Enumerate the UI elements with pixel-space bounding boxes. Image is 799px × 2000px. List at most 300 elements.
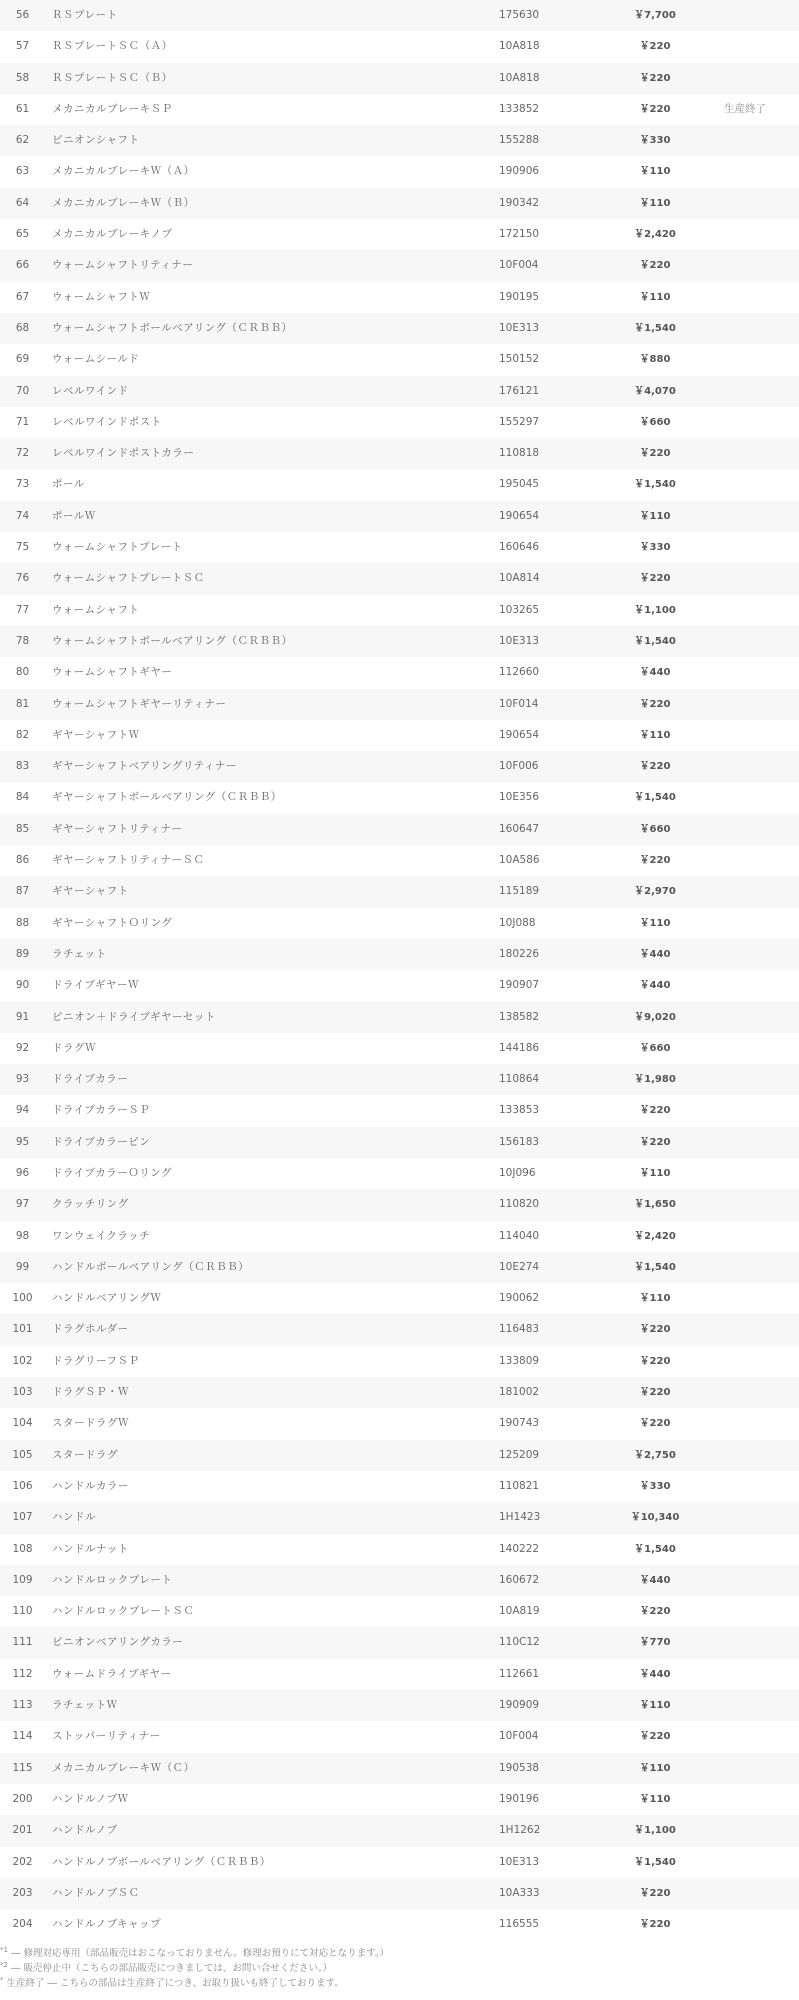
- part-number: 87: [15, 885, 30, 898]
- part-number: 201: [12, 1824, 33, 1837]
- part-number: 114: [12, 1730, 33, 1743]
- part-number: 63: [15, 165, 30, 178]
- part-price: ￥1,540: [634, 322, 676, 334]
- part-number: 202: [12, 1855, 33, 1868]
- part-number: 109: [12, 1573, 33, 1586]
- part-name: ウォームドライブギヤー: [52, 1667, 172, 1680]
- part-price: ￥660: [639, 823, 671, 835]
- part-price: ￥110: [639, 166, 671, 178]
- part-code: 10F006: [499, 760, 539, 773]
- part-name: メカニカルブレーキＷ（Ｂ）: [52, 196, 195, 209]
- part-code: 160646: [499, 541, 540, 554]
- part-code: 10E313: [499, 634, 540, 647]
- table-row: [0, 1440, 799, 1471]
- part-code: 144186: [499, 1041, 540, 1054]
- part-code: 110864: [499, 1073, 540, 1086]
- table-row: [0, 125, 799, 156]
- part-number: 58: [15, 71, 30, 84]
- part-name: ウォームシャフトギヤー: [52, 666, 173, 679]
- part-name: ハンドルカラー: [52, 1479, 129, 1492]
- table-row: [0, 469, 799, 500]
- part-price: ￥2,420: [634, 229, 676, 241]
- part-price: ￥440: [639, 948, 671, 960]
- part-code: 190907: [499, 979, 540, 992]
- table-row: [0, 1534, 799, 1565]
- table-row: [0, 1158, 799, 1189]
- part-number: 70: [15, 384, 30, 397]
- table-row: [0, 1690, 799, 1721]
- table-row: [0, 156, 799, 187]
- part-price: ￥2,750: [634, 1449, 676, 1461]
- table-row: [0, 1377, 799, 1408]
- part-price: ￥220: [639, 1324, 671, 1336]
- part-number: 82: [15, 728, 30, 741]
- part-number: 74: [15, 509, 30, 522]
- part-code: 190196: [499, 1792, 540, 1805]
- part-number: 78: [15, 634, 30, 647]
- table-row: [0, 501, 799, 532]
- part-price: ￥220: [639, 573, 671, 585]
- table-row: [0, 1033, 799, 1064]
- table-row: [0, 407, 799, 438]
- part-price: ￥110: [639, 1762, 671, 1774]
- table-row: [0, 1815, 799, 1846]
- part-number: 80: [15, 666, 30, 679]
- part-number: 67: [15, 290, 30, 303]
- part-name: ＲＳプレートＳＣ（Ｂ）: [52, 71, 173, 84]
- part-number: 75: [15, 541, 30, 554]
- part-name: ピニオン＋ドライブギヤーセット: [52, 1010, 216, 1023]
- part-number: 93: [15, 1073, 30, 1086]
- part-code: 1H1423: [499, 1511, 541, 1524]
- part-code: 10E313: [499, 1855, 540, 1868]
- part-name: ワンウェイクラッチ: [52, 1229, 151, 1242]
- table-row: [0, 1909, 799, 1940]
- part-code: 110C12: [499, 1636, 540, 1649]
- part-code: 10A818: [499, 71, 540, 84]
- table-row: [0, 1127, 799, 1158]
- part-price: ￥1,650: [634, 1199, 676, 1211]
- part-number: 100: [12, 1292, 33, 1305]
- part-code: 156183: [499, 1135, 540, 1148]
- part-number: 77: [15, 603, 30, 616]
- table-row: [0, 1002, 799, 1033]
- table-row: [0, 1721, 799, 1752]
- part-code: 172150: [499, 228, 540, 241]
- part-code: 10A586: [499, 854, 540, 867]
- part-price: ￥220: [639, 698, 671, 710]
- part-code: 125209: [499, 1448, 540, 1461]
- part-code: 112660: [499, 666, 540, 679]
- part-code: 10E313: [499, 321, 540, 334]
- table-row: [0, 63, 799, 94]
- part-name: ウォームシールド: [52, 353, 140, 366]
- part-name: ハンドルナット: [52, 1542, 129, 1555]
- part-number: 61: [15, 102, 30, 115]
- table-row: [0, 532, 799, 563]
- part-price: ￥660: [639, 1042, 671, 1054]
- table-row: [0, 626, 799, 657]
- part-price: ￥220: [639, 1136, 671, 1148]
- part-code: 10J096: [499, 1166, 536, 1179]
- table-row: [0, 845, 799, 876]
- part-number: 107: [12, 1511, 33, 1524]
- part-name: ピニオンベアリングカラー: [52, 1636, 184, 1649]
- part-code: 195045: [499, 478, 540, 491]
- footnotes: [0, 1940, 799, 1991]
- part-price: ￥1,540: [634, 792, 676, 804]
- part-number: 65: [15, 228, 30, 241]
- table-row: [0, 1189, 799, 1220]
- table-row: [0, 814, 799, 845]
- part-code: 190654: [499, 728, 540, 741]
- part-price: ￥220: [639, 103, 671, 115]
- table-row: [0, 1784, 799, 1815]
- table-row: [0, 376, 799, 407]
- table-row: [0, 939, 799, 970]
- part-name: ポールＷ: [52, 509, 96, 522]
- table-row: [0, 1283, 799, 1314]
- part-code: 138582: [499, 1010, 540, 1023]
- part-number: 76: [15, 572, 30, 585]
- part-price: ￥220: [639, 1919, 671, 1931]
- part-name: ハンドル: [52, 1511, 96, 1524]
- part-price: ￥220: [639, 1418, 671, 1430]
- part-code: 10E274: [499, 1260, 540, 1273]
- part-number: 203: [12, 1886, 33, 1899]
- part-number: 110: [12, 1605, 33, 1618]
- part-name: ドライブカラーピン: [52, 1135, 151, 1148]
- part-number: 98: [15, 1229, 30, 1242]
- part-number: 200: [12, 1792, 33, 1805]
- part-price: ￥330: [639, 1480, 671, 1492]
- part-note: 生産終了: [724, 102, 766, 115]
- table-row: [0, 657, 799, 688]
- part-number: 105: [12, 1448, 33, 1461]
- part-price: ￥1,540: [634, 635, 676, 647]
- part-price: ￥110: [639, 510, 671, 522]
- part-code: 190743: [499, 1417, 540, 1430]
- part-price: ￥440: [639, 667, 671, 679]
- part-code: 181002: [499, 1386, 540, 1399]
- part-number: 112: [12, 1667, 33, 1680]
- part-code: 155288: [499, 134, 540, 147]
- part-name: ドラグホルダー: [52, 1323, 129, 1336]
- table-row: [0, 282, 799, 313]
- part-code: 10E356: [499, 791, 540, 804]
- part-number: 103: [12, 1386, 33, 1399]
- part-number: 88: [15, 916, 30, 929]
- table-row: [0, 219, 799, 250]
- table-row: [0, 1252, 799, 1283]
- part-price: ￥1,540: [634, 479, 676, 491]
- part-name: レベルワインドポスト: [52, 415, 162, 428]
- part-price: ￥110: [639, 1700, 671, 1712]
- part-name: ギヤーシャフトＯリング: [52, 916, 173, 929]
- table-row: [0, 1221, 799, 1252]
- table-row: [0, 1408, 799, 1439]
- part-price: ￥330: [639, 135, 671, 147]
- table-row: [0, 313, 799, 344]
- part-code: 176121: [499, 384, 540, 397]
- part-price: ￥9,020: [634, 1011, 676, 1023]
- part-price: ￥110: [639, 197, 671, 209]
- part-price: ￥660: [639, 416, 671, 428]
- part-name: ドライブカラー: [52, 1073, 129, 1086]
- part-price: ￥2,420: [634, 1230, 676, 1242]
- part-number: 90: [15, 979, 30, 992]
- table-row: [0, 250, 799, 281]
- part-price: ￥1,540: [634, 1261, 676, 1273]
- footnote: [0, 1976, 799, 1991]
- part-code: 10J088: [499, 916, 536, 929]
- part-name: ハンドルベアリングＷ: [52, 1292, 162, 1305]
- part-number: 97: [15, 1198, 30, 1211]
- part-code: 133853: [499, 1104, 540, 1117]
- part-code: 115189: [499, 885, 540, 898]
- table-row: [0, 970, 799, 1001]
- part-name: メカニカルブレーキＳＰ: [52, 102, 173, 115]
- part-number: 86: [15, 854, 30, 867]
- part-name: ポール: [52, 478, 85, 491]
- table-row: [0, 1346, 799, 1377]
- part-name: ウォームシャフトＷ: [52, 290, 151, 303]
- part-name: ＲＳプレート: [52, 9, 118, 21]
- part-code: 10F014: [499, 697, 539, 710]
- part-name: ハンドルノブボールベアリング（ＣＲＢＢ）: [52, 1855, 271, 1868]
- part-number: 111: [12, 1636, 33, 1649]
- part-price: ￥440: [639, 1574, 671, 1586]
- table-row: [0, 689, 799, 720]
- part-price: ￥440: [639, 980, 671, 992]
- part-name: ドラグＳＰ・Ｗ: [52, 1386, 129, 1399]
- part-code: 175630: [499, 9, 540, 21]
- part-code: 116555: [499, 1918, 540, 1931]
- part-price: ￥110: [639, 291, 671, 303]
- part-name: ハンドルロックプレート: [52, 1573, 173, 1586]
- part-name: メカニカルブレーキノブ: [52, 228, 173, 241]
- part-code: 10A814: [499, 572, 540, 585]
- part-name: ギヤーシャフトリティナーＳＣ: [52, 854, 205, 867]
- part-price: ￥2,970: [634, 886, 676, 898]
- table-row: [0, 1095, 799, 1126]
- table-row: [0, 1753, 799, 1784]
- part-price: ￥110: [639, 1793, 671, 1805]
- part-name: ウォームシャフト: [52, 603, 140, 616]
- table-row: [0, 1627, 799, 1658]
- part-price: ￥220: [639, 761, 671, 773]
- part-code: 10F004: [499, 1730, 539, 1743]
- table-row: [0, 1596, 799, 1627]
- part-name: クラッチリング: [52, 1198, 129, 1211]
- part-code: 114040: [499, 1229, 540, 1242]
- part-code: 190909: [499, 1699, 540, 1712]
- part-name: ピニオンシャフト: [52, 134, 140, 147]
- part-code: 133852: [499, 102, 540, 115]
- part-price: ￥1,100: [634, 1825, 676, 1837]
- part-number: 96: [15, 1166, 30, 1179]
- part-price: ￥110: [639, 729, 671, 741]
- part-code: 190906: [499, 165, 540, 178]
- part-code: 116483: [499, 1323, 540, 1336]
- part-name: ギヤーシャフトベアリングリティナー: [52, 760, 237, 773]
- part-price: ￥220: [639, 1887, 671, 1899]
- part-price: ￥220: [639, 855, 671, 867]
- table-row: [0, 751, 799, 782]
- part-name: ウォームシャフトボールベアリング（ＣＲＢＢ）: [52, 321, 293, 334]
- footnote: [0, 1946, 799, 1961]
- part-price: ￥110: [639, 1167, 671, 1179]
- part-number: 99: [15, 1260, 30, 1273]
- part-code: 112661: [499, 1667, 540, 1680]
- table-row: [0, 908, 799, 939]
- part-name: ストッパーリティナー: [52, 1730, 161, 1743]
- part-name: ドライブカラーＯリング: [52, 1166, 173, 1179]
- part-code: 180226: [499, 947, 540, 960]
- table-row: [0, 1565, 799, 1596]
- part-name: ウォームシャフトプレート: [52, 541, 183, 554]
- part-number: 102: [12, 1354, 33, 1367]
- part-name: ラチェット: [52, 947, 107, 960]
- table-row: [0, 0, 799, 31]
- part-number: 113: [12, 1699, 33, 1712]
- part-code: 10A818: [499, 40, 540, 53]
- part-name: ハンドルロックプレートＳＣ: [52, 1605, 195, 1618]
- part-name: ドラグリーフＳＰ: [52, 1354, 140, 1367]
- part-price: ￥770: [639, 1637, 671, 1649]
- part-number: 94: [15, 1104, 30, 1117]
- part-code: 160672: [499, 1573, 540, 1586]
- part-name: レベルワインドポストカラー: [52, 447, 195, 460]
- table-row: [0, 1659, 799, 1690]
- part-name: メカニカルブレーキＷ（Ｃ）: [52, 1761, 195, 1774]
- table-row: [0, 1471, 799, 1502]
- part-number: 64: [15, 196, 30, 209]
- footnote-mark: *: [0, 1976, 4, 1985]
- part-number: 84: [15, 791, 30, 804]
- part-number: 104: [12, 1417, 33, 1430]
- part-code: 10F004: [499, 259, 539, 272]
- part-number: 101: [12, 1323, 33, 1336]
- part-number: 81: [15, 697, 30, 710]
- table-row: [0, 720, 799, 751]
- part-name: ハンドルノブ: [52, 1824, 118, 1837]
- part-code: 1H1262: [499, 1824, 541, 1837]
- footnote-text: ― 販売停止中（こちらの部品販売につきましては、お問い合せください。）: [7, 1963, 333, 1975]
- part-number: 62: [15, 134, 30, 147]
- part-name: スタードラグ: [52, 1448, 118, 1461]
- part-price: ￥4,070: [634, 385, 676, 397]
- part-number: 92: [15, 1041, 30, 1054]
- part-number: 72: [15, 447, 30, 460]
- part-number: 95: [15, 1135, 30, 1148]
- part-price: ￥440: [639, 1668, 671, 1680]
- part-code: 133809: [499, 1354, 540, 1367]
- table-row: [0, 31, 799, 62]
- part-name: ウォームシャフトプレートＳＣ: [52, 572, 205, 585]
- table-row: [0, 563, 799, 594]
- part-number: 106: [12, 1479, 33, 1492]
- part-name: ウォームシャフトボールベアリング（ＣＲＢＢ）: [52, 634, 293, 647]
- part-code: 10A333: [499, 1886, 540, 1899]
- table-row: [0, 344, 799, 375]
- part-number: 69: [15, 353, 30, 366]
- part-number: 68: [15, 321, 30, 334]
- part-number: 204: [12, 1918, 33, 1931]
- part-price: ￥220: [639, 41, 671, 53]
- part-name: ハンドルノブＳＣ: [52, 1886, 140, 1899]
- part-code: 140222: [499, 1542, 540, 1555]
- table-row: [0, 1314, 799, 1345]
- footnote-mark: *2: [0, 1961, 8, 1970]
- part-price: ￥330: [639, 542, 671, 554]
- part-name: レベルワインド: [52, 384, 129, 397]
- part-name: ウォームシャフトリティナー: [52, 259, 194, 272]
- part-code: 190342: [499, 196, 540, 209]
- part-price: ￥220: [639, 1355, 671, 1367]
- part-number: 71: [15, 415, 30, 428]
- part-code: 190195: [499, 290, 540, 303]
- part-name: ドラグＷ: [52, 1041, 96, 1054]
- part-number: 108: [12, 1542, 33, 1555]
- part-code: 160647: [499, 822, 540, 835]
- part-code: 10A819: [499, 1605, 540, 1618]
- part-price: ￥1,980: [634, 1074, 676, 1086]
- part-name: ギヤーシャフトボールベアリング（ＣＲＢＢ）: [52, 791, 282, 804]
- part-name: ドライブギヤーＷ: [52, 979, 139, 992]
- part-price: ￥220: [639, 72, 671, 84]
- part-price: ￥220: [639, 260, 671, 272]
- footnote: [0, 1961, 799, 1976]
- part-code: 150152: [499, 353, 540, 366]
- part-price: ￥10,340: [630, 1512, 680, 1524]
- part-code: 190062: [499, 1292, 540, 1305]
- part-code: 155297: [499, 415, 540, 428]
- part-price: ￥1,540: [634, 1856, 676, 1868]
- part-number: 73: [15, 478, 30, 491]
- part-price: ￥110: [639, 1293, 671, 1305]
- part-price: ￥880: [639, 354, 671, 366]
- part-code: 110818: [499, 447, 540, 460]
- part-number: 66: [15, 259, 30, 272]
- table-row: [0, 595, 799, 626]
- part-name: ギヤーシャフトリティナー: [52, 822, 183, 835]
- part-price: ￥1,540: [634, 1543, 676, 1555]
- part-name: ラチェットＷ: [52, 1699, 118, 1712]
- part-number: 115: [12, 1761, 33, 1774]
- table-row: [0, 1878, 799, 1909]
- table-row: [0, 188, 799, 219]
- part-name: ＲＳプレートＳＣ（Ａ）: [52, 40, 173, 53]
- part-name: ギヤーシャフト: [52, 885, 129, 898]
- part-code: 110820: [499, 1198, 540, 1211]
- part-code: 190538: [499, 1761, 540, 1774]
- part-name: スタードラグＷ: [52, 1417, 129, 1430]
- part-code: 190654: [499, 509, 540, 522]
- part-number: 91: [15, 1010, 30, 1023]
- part-name: ギヤーシャフトＷ: [52, 728, 140, 741]
- table-row: [0, 876, 799, 907]
- part-number: 83: [15, 760, 30, 773]
- table-row: [0, 1847, 799, 1878]
- part-code: 103265: [499, 603, 540, 616]
- part-price: ￥1,100: [634, 604, 676, 616]
- part-name: ハンドルノブキャップ: [52, 1918, 162, 1931]
- part-number: 89: [15, 947, 30, 960]
- footnote-text: 生産終了 ― こちらの部品は生産終了につき、お取り扱いも終了しております。: [3, 1978, 344, 1990]
- part-price: ￥220: [639, 1606, 671, 1618]
- table-row: [0, 438, 799, 469]
